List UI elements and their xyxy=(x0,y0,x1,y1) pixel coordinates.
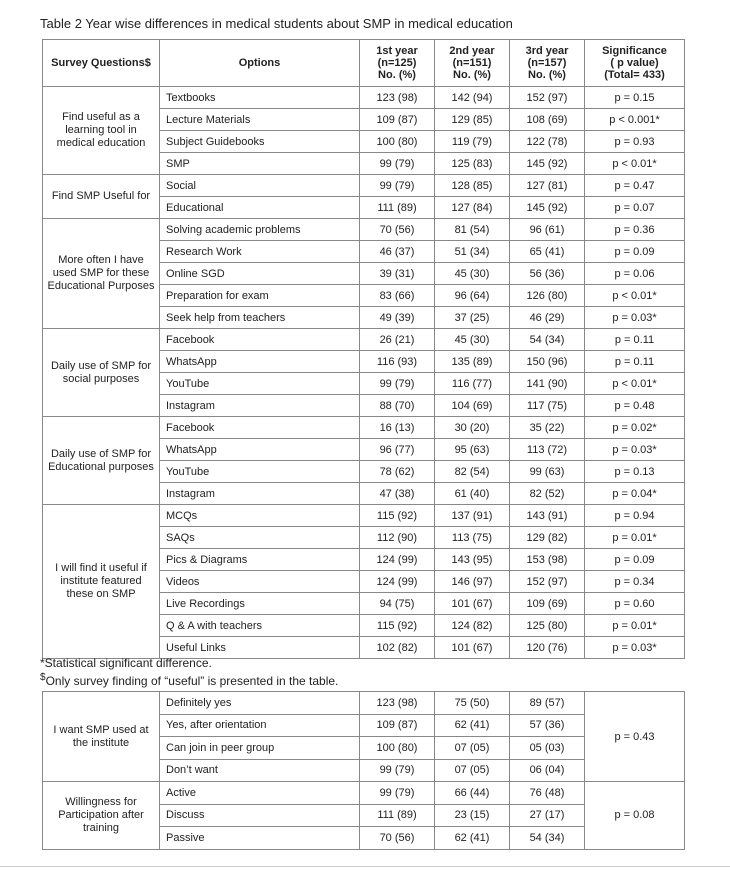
third-year-cell: 122 (78) xyxy=(510,131,585,153)
option-cell: SAQs xyxy=(160,527,360,549)
option-cell: Educational xyxy=(160,197,360,219)
second-year-cell: 146 (97) xyxy=(435,571,510,593)
option-cell: Subject Guidebooks xyxy=(160,131,360,153)
adoption-results-table xyxy=(42,691,685,850)
option-cell: Instagram xyxy=(160,483,360,505)
table-row xyxy=(43,417,685,439)
first-year-cell: 47 (38) xyxy=(360,483,435,505)
option-cell: Facebook xyxy=(160,417,360,439)
second-year-cell: 119 (79) xyxy=(435,131,510,153)
first-year-cell: 99 (79) xyxy=(360,373,435,395)
second-year-cell: 124 (82) xyxy=(435,615,510,637)
second-year-cell: 128 (85) xyxy=(435,175,510,197)
third-year-cell: 152 (97) xyxy=(510,571,585,593)
third-year-cell: 145 (92) xyxy=(510,197,585,219)
second-year-cell: 125 (83) xyxy=(435,153,510,175)
third-year-cell: 56 (36) xyxy=(510,263,585,285)
p-value-cell: p = 0.01* xyxy=(585,615,685,637)
third-year-cell: 57 (36) xyxy=(510,714,585,737)
p-value-cell: p = 0.01* xyxy=(585,527,685,549)
first-year-cell: 70 (56) xyxy=(360,219,435,241)
header-text: (Total= 433) xyxy=(604,69,665,81)
p-value-cell: p = 0.11 xyxy=(585,351,685,373)
second-year-cell: 61 (40) xyxy=(435,483,510,505)
option-cell: Can join in peer group xyxy=(160,737,360,760)
option-cell: Useful Links xyxy=(160,637,360,659)
p-value-cell: p = 0.09 xyxy=(585,549,685,571)
p-value-cell: p = 0.48 xyxy=(585,395,685,417)
question-cell: More often I have used SMP for these Educational Purposes xyxy=(43,219,160,329)
third-year-cell: 96 (61) xyxy=(510,219,585,241)
first-year-cell: 109 (87) xyxy=(360,109,435,131)
option-cell: MCQs xyxy=(160,505,360,527)
p-value-cell: p = 0.60 xyxy=(585,593,685,615)
option-cell: Online SGD xyxy=(160,263,360,285)
second-year-cell: 137 (91) xyxy=(435,505,510,527)
first-year-cell: 78 (62) xyxy=(360,461,435,483)
header-row xyxy=(43,40,685,87)
first-year-cell: 39 (31) xyxy=(360,263,435,285)
table-row xyxy=(43,175,685,197)
p-value-cell: p = 0.08 xyxy=(585,782,685,850)
second-year-cell: 66 (44) xyxy=(435,782,510,805)
option-cell: Active xyxy=(160,782,360,805)
table-row xyxy=(43,219,685,241)
p-value-cell: p = 0.36 xyxy=(585,219,685,241)
first-year-cell: 116 (93) xyxy=(360,351,435,373)
table-row xyxy=(43,329,685,351)
p-value-cell: p = 0.07 xyxy=(585,197,685,219)
first-year-cell: 99 (79) xyxy=(360,175,435,197)
option-cell: Don’t want xyxy=(160,759,360,782)
page-divider xyxy=(0,866,730,867)
first-year-cell: 16 (13) xyxy=(360,417,435,439)
main-table-body xyxy=(43,87,685,659)
option-cell: WhatsApp xyxy=(160,439,360,461)
first-year-cell: 94 (75) xyxy=(360,593,435,615)
third-year-cell: 35 (22) xyxy=(510,417,585,439)
first-year-cell: 26 (21) xyxy=(360,329,435,351)
second-year-cell: 96 (64) xyxy=(435,285,510,307)
second-year-cell: 07 (05) xyxy=(435,737,510,760)
third-year-cell: 153 (98) xyxy=(510,549,585,571)
first-year-cell: 102 (82) xyxy=(360,637,435,659)
footnote-significance: *Statistical significant difference. xyxy=(40,656,212,670)
table-row xyxy=(43,782,685,805)
option-cell: YouTube xyxy=(160,373,360,395)
third-year-cell: 126 (80) xyxy=(510,285,585,307)
third-year-cell: 46 (29) xyxy=(510,307,585,329)
second-year-cell: 51 (34) xyxy=(435,241,510,263)
third-year-cell: 27 (17) xyxy=(510,804,585,827)
option-cell: SMP xyxy=(160,153,360,175)
third-year-cell: 141 (90) xyxy=(510,373,585,395)
option-cell: Preparation for exam xyxy=(160,285,360,307)
third-year-cell: 76 (48) xyxy=(510,782,585,805)
second-year-cell: 37 (25) xyxy=(435,307,510,329)
first-year-cell: 100 (80) xyxy=(360,737,435,760)
second-year-cell: 104 (69) xyxy=(435,395,510,417)
second-year-cell: 07 (05) xyxy=(435,759,510,782)
third-year-cell: 125 (80) xyxy=(510,615,585,637)
option-cell: Passive xyxy=(160,827,360,850)
header-text: (n=157) xyxy=(527,57,567,69)
p-value-cell: p < 0.01* xyxy=(585,153,685,175)
third-year-cell: 113 (72) xyxy=(510,439,585,461)
header-first-year xyxy=(360,40,435,87)
header-text: 3rd year xyxy=(525,45,569,57)
second-year-cell: 116 (77) xyxy=(435,373,510,395)
header-text: No. (%) xyxy=(378,69,416,81)
option-cell: Q & A with teachers xyxy=(160,615,360,637)
third-year-cell: 117 (75) xyxy=(510,395,585,417)
p-value-cell: p = 0.34 xyxy=(585,571,685,593)
option-cell: WhatsApp xyxy=(160,351,360,373)
p-value-cell: p = 0.15 xyxy=(585,87,685,109)
second-year-cell: 113 (75) xyxy=(435,527,510,549)
p-value-cell: p < 0.001* xyxy=(585,109,685,131)
header-options: Options xyxy=(160,40,360,87)
second-year-cell: 127 (84) xyxy=(435,197,510,219)
third-year-cell: 109 (69) xyxy=(510,593,585,615)
p-value-cell: p = 0.09 xyxy=(585,241,685,263)
third-year-cell: 129 (82) xyxy=(510,527,585,549)
p-value-cell: p = 0.47 xyxy=(585,175,685,197)
first-year-cell: 46 (37) xyxy=(360,241,435,263)
adoption-table-body xyxy=(43,692,685,850)
first-year-cell: 83 (66) xyxy=(360,285,435,307)
p-value-cell: p < 0.01* xyxy=(585,285,685,307)
first-year-cell: 123 (98) xyxy=(360,692,435,715)
table-row xyxy=(43,505,685,527)
header-second-year xyxy=(435,40,510,87)
header-survey-questions: Survey Questions$ xyxy=(43,40,160,87)
second-year-cell: 45 (30) xyxy=(435,329,510,351)
table-caption: Table 2 Year wise differences in medical students about SMP in medical education xyxy=(40,16,513,31)
first-year-cell: 96 (77) xyxy=(360,439,435,461)
table-row xyxy=(43,87,685,109)
second-year-cell: 135 (89) xyxy=(435,351,510,373)
second-year-cell: 45 (30) xyxy=(435,263,510,285)
second-year-cell: 101 (67) xyxy=(435,593,510,615)
header-significance xyxy=(585,40,685,87)
first-year-cell: 124 (99) xyxy=(360,549,435,571)
third-year-cell: 143 (91) xyxy=(510,505,585,527)
third-year-cell: 152 (97) xyxy=(510,87,585,109)
p-value-cell: p < 0.01* xyxy=(585,373,685,395)
third-year-cell: 120 (76) xyxy=(510,637,585,659)
option-cell: Yes, after orientation xyxy=(160,714,360,737)
header-text: 1st year xyxy=(376,45,418,57)
third-year-cell: 145 (92) xyxy=(510,153,585,175)
option-cell: Live Recordings xyxy=(160,593,360,615)
p-value-cell: p = 0.94 xyxy=(585,505,685,527)
second-year-cell: 143 (95) xyxy=(435,549,510,571)
third-year-cell: 127 (81) xyxy=(510,175,585,197)
question-cell: Daily use of SMP for social purposes xyxy=(43,329,160,417)
second-year-cell: 129 (85) xyxy=(435,109,510,131)
second-year-cell: 75 (50) xyxy=(435,692,510,715)
header-text: ( p value) xyxy=(610,57,659,69)
p-value-cell: p = 0.03* xyxy=(585,637,685,659)
option-cell: Lecture Materials xyxy=(160,109,360,131)
first-year-cell: 49 (39) xyxy=(360,307,435,329)
footnote-useful xyxy=(40,672,338,688)
first-year-cell: 109 (87) xyxy=(360,714,435,737)
second-year-cell: 82 (54) xyxy=(435,461,510,483)
third-year-cell: 54 (34) xyxy=(510,827,585,850)
question-cell: I want SMP used at the institute xyxy=(43,692,160,782)
header-third-year xyxy=(510,40,585,87)
option-cell: Discuss xyxy=(160,804,360,827)
footnote-useful-text: Only survey finding of “useful” is presented in the table. xyxy=(45,674,339,688)
second-year-cell: 81 (54) xyxy=(435,219,510,241)
first-year-cell: 99 (79) xyxy=(360,782,435,805)
option-cell: Instagram xyxy=(160,395,360,417)
question-cell: Find SMP Useful for xyxy=(43,175,160,219)
first-year-cell: 115 (92) xyxy=(360,505,435,527)
option-cell: Definitely yes xyxy=(160,692,360,715)
option-cell: Social xyxy=(160,175,360,197)
first-year-cell: 100 (80) xyxy=(360,131,435,153)
third-year-cell: 06 (04) xyxy=(510,759,585,782)
header-text: Significance xyxy=(602,45,667,57)
p-value-cell: p = 0.06 xyxy=(585,263,685,285)
third-year-cell: 05 (03) xyxy=(510,737,585,760)
option-cell: Seek help from teachers xyxy=(160,307,360,329)
p-value-cell: p = 0.03* xyxy=(585,439,685,461)
first-year-cell: 115 (92) xyxy=(360,615,435,637)
second-year-cell: 62 (41) xyxy=(435,714,510,737)
option-cell: Facebook xyxy=(160,329,360,351)
second-year-cell: 23 (15) xyxy=(435,804,510,827)
question-cell: I will find it useful if institute featured these on SMP xyxy=(43,505,160,659)
option-cell: Pics & Diagrams xyxy=(160,549,360,571)
option-cell: Solving academic problems xyxy=(160,219,360,241)
p-value-cell: p = 0.93 xyxy=(585,131,685,153)
third-year-cell: 89 (57) xyxy=(510,692,585,715)
question-cell: Willingness for Participation after training xyxy=(43,782,160,850)
third-year-cell: 99 (63) xyxy=(510,461,585,483)
header-text: (n=151) xyxy=(452,57,492,69)
third-year-cell: 108 (69) xyxy=(510,109,585,131)
second-year-cell: 95 (63) xyxy=(435,439,510,461)
p-value-cell: p = 0.13 xyxy=(585,461,685,483)
second-year-cell: 62 (41) xyxy=(435,827,510,850)
footnote-mark: $ xyxy=(40,672,46,683)
first-year-cell: 111 (89) xyxy=(360,804,435,827)
p-value-cell: p = 0.11 xyxy=(585,329,685,351)
first-year-cell: 88 (70) xyxy=(360,395,435,417)
option-cell: YouTube xyxy=(160,461,360,483)
header-text: No. (%) xyxy=(453,69,491,81)
second-year-cell: 142 (94) xyxy=(435,87,510,109)
header-text: (n=125) xyxy=(377,57,417,69)
p-value-cell: p = 0.02* xyxy=(585,417,685,439)
third-year-cell: 150 (96) xyxy=(510,351,585,373)
first-year-cell: 124 (99) xyxy=(360,571,435,593)
header-text: 2nd year xyxy=(449,45,495,57)
main-results-table xyxy=(42,39,685,659)
first-year-cell: 99 (79) xyxy=(360,759,435,782)
first-year-cell: 123 (98) xyxy=(360,87,435,109)
p-value-cell: p = 0.03* xyxy=(585,307,685,329)
option-cell: Videos xyxy=(160,571,360,593)
p-value-cell: p = 0.04* xyxy=(585,483,685,505)
option-cell: Textbooks xyxy=(160,87,360,109)
question-cell: Daily use of SMP for Educational purposes xyxy=(43,417,160,505)
question-cell: Find useful as a learning tool in medical education xyxy=(43,87,160,175)
option-cell: Research Work xyxy=(160,241,360,263)
first-year-cell: 70 (56) xyxy=(360,827,435,850)
first-year-cell: 112 (90) xyxy=(360,527,435,549)
header-text: No. (%) xyxy=(528,69,566,81)
second-year-cell: 30 (20) xyxy=(435,417,510,439)
first-year-cell: 111 (89) xyxy=(360,197,435,219)
third-year-cell: 65 (41) xyxy=(510,241,585,263)
p-value-cell: p = 0.43 xyxy=(585,692,685,782)
third-year-cell: 54 (34) xyxy=(510,329,585,351)
third-year-cell: 82 (52) xyxy=(510,483,585,505)
table-row xyxy=(43,692,685,715)
first-year-cell: 99 (79) xyxy=(360,153,435,175)
second-year-cell: 101 (67) xyxy=(435,637,510,659)
